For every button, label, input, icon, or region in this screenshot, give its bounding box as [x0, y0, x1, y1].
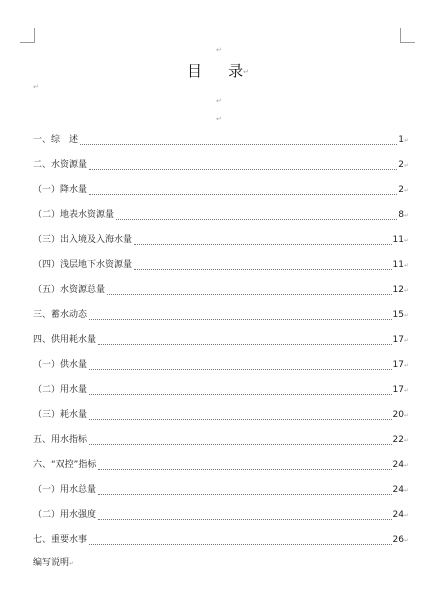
toc-page-number: 22 [392, 435, 404, 445]
paragraph-mark: ↵ [403, 186, 409, 194]
toc-entry-label: （二）用水强度 [33, 510, 97, 520]
paragraph-mark: ↵ [243, 67, 249, 76]
toc-dot-leader [134, 243, 392, 245]
paragraph-mark: ↵ [403, 236, 409, 244]
paragraph-mark: ↵ [216, 97, 222, 105]
toc-page-number: 2 [398, 160, 404, 170]
toc-page-number: 1 [398, 135, 404, 145]
toc-entry[interactable] [33, 228, 409, 253]
paragraph-mark: ↵ [216, 115, 222, 123]
paragraph-mark: ↵ [403, 311, 409, 319]
toc-page-number: 17 [392, 360, 404, 370]
toc-page-number: 26 [392, 535, 404, 545]
toc-entry[interactable] [33, 403, 409, 428]
toc-dot-leader [98, 518, 392, 520]
toc-dot-leader [98, 343, 392, 345]
paragraph-mark: ↵ [403, 486, 409, 494]
toc-dot-leader [89, 168, 397, 170]
paragraph-mark: ↵ [33, 83, 39, 91]
toc-entry[interactable] [33, 128, 409, 153]
toc-page-number: 17 [392, 335, 404, 345]
footer-note [33, 555, 74, 568]
toc-entry-label: 四、供用耗水量 [33, 335, 97, 345]
toc-dot-leader [89, 318, 392, 320]
toc-page-number: 17 [392, 385, 404, 395]
toc-entry[interactable] [33, 253, 409, 278]
paragraph-mark: ↵ [403, 261, 409, 269]
paragraph-mark: ↵ [403, 436, 409, 444]
toc-dot-leader [89, 393, 392, 395]
toc-title [0, 60, 436, 81]
paragraph-mark: ↵ [403, 386, 409, 394]
toc-entry[interactable] [33, 178, 409, 203]
toc-dot-leader [89, 193, 397, 195]
toc-dot-leader [98, 493, 392, 495]
paragraph-mark: ↵ [403, 336, 409, 344]
toc-dot-leader [89, 443, 392, 445]
toc-entry[interactable] [33, 328, 409, 353]
crop-mark-top-left [20, 28, 35, 43]
toc-entry-label: 五、用水指标 [33, 435, 88, 445]
toc-page-number: 24 [392, 460, 404, 470]
toc-page-number: 20 [392, 410, 404, 420]
toc-entry-label: （四）浅层地下水资源量 [33, 260, 133, 270]
toc-entry[interactable] [33, 478, 409, 503]
footer-note-text: 编写说明 [33, 558, 70, 568]
title-char-1: 目 [187, 62, 203, 80]
toc-dot-leader [134, 268, 392, 270]
toc-entry-label: 一、综 述 [33, 135, 79, 145]
paragraph-mark: ↵ [403, 361, 409, 369]
paragraph-mark: ↵ [403, 461, 409, 469]
toc-entry[interactable] [33, 378, 409, 403]
toc-entry-label: （一）供水量 [33, 360, 88, 370]
paragraph-mark: ↵ [403, 211, 409, 219]
crop-mark-top-right [400, 28, 415, 43]
toc-entry[interactable] [33, 303, 409, 328]
toc-entry-label: 六、“双控”指标 [33, 460, 97, 470]
toc-dot-leader [98, 468, 391, 470]
toc-page-number: 2 [398, 185, 404, 195]
toc-dot-leader [116, 218, 397, 220]
toc-entry-label: 二、水资源量 [33, 160, 88, 170]
toc-page-number: 15 [392, 310, 404, 320]
toc-page-number: 11 [392, 260, 404, 270]
paragraph-mark: ↵ [403, 511, 409, 519]
toc-dot-leader [89, 418, 392, 420]
toc-dot-leader [89, 368, 392, 370]
toc-entry[interactable] [33, 278, 409, 303]
paragraph-mark: ↵ [403, 286, 409, 294]
paragraph-mark: ↵ [403, 536, 409, 544]
toc-page-number: 24 [392, 510, 404, 520]
paragraph-mark: ↵ [403, 161, 409, 169]
toc-entry-label: 七、重要水事 [33, 535, 88, 545]
toc-page-number: 8 [398, 210, 404, 220]
toc-page-number: 24 [392, 485, 404, 495]
toc-entry-label: （二）用水量 [33, 385, 88, 395]
toc-entry[interactable] [33, 453, 409, 478]
toc-dot-leader [80, 143, 397, 145]
toc-entry-label: 三、蓄水动态 [33, 310, 88, 320]
toc-entry-label: （二）地表水资源量 [33, 210, 115, 220]
paragraph-mark: ↵ [403, 136, 409, 144]
paragraph-mark: ↵ [403, 411, 409, 419]
toc-dot-leader [89, 543, 392, 545]
toc-entry-label: （三）耗水量 [33, 410, 88, 420]
paragraph-mark: ↵ [216, 46, 222, 54]
toc-entry[interactable] [33, 353, 409, 378]
toc-entry[interactable] [33, 503, 409, 528]
toc-entry[interactable] [33, 203, 409, 228]
toc-entry[interactable] [33, 428, 409, 453]
toc-entry-label: （五）水资源总量 [33, 285, 106, 295]
title-char-2: 录 [228, 62, 244, 80]
table-of-contents [33, 128, 409, 553]
toc-page-number: 12 [392, 285, 404, 295]
toc-entry-label: （一）用水总量 [33, 485, 97, 495]
toc-dot-leader [107, 293, 392, 295]
toc-entry-label: （一）降水量 [33, 185, 88, 195]
toc-page-number: 11 [392, 235, 404, 245]
toc-entry[interactable] [33, 153, 409, 178]
toc-entry[interactable] [33, 528, 409, 553]
paragraph-mark: ↵ [69, 560, 75, 567]
toc-entry-label: （三）出入境及入海水量 [33, 235, 133, 245]
